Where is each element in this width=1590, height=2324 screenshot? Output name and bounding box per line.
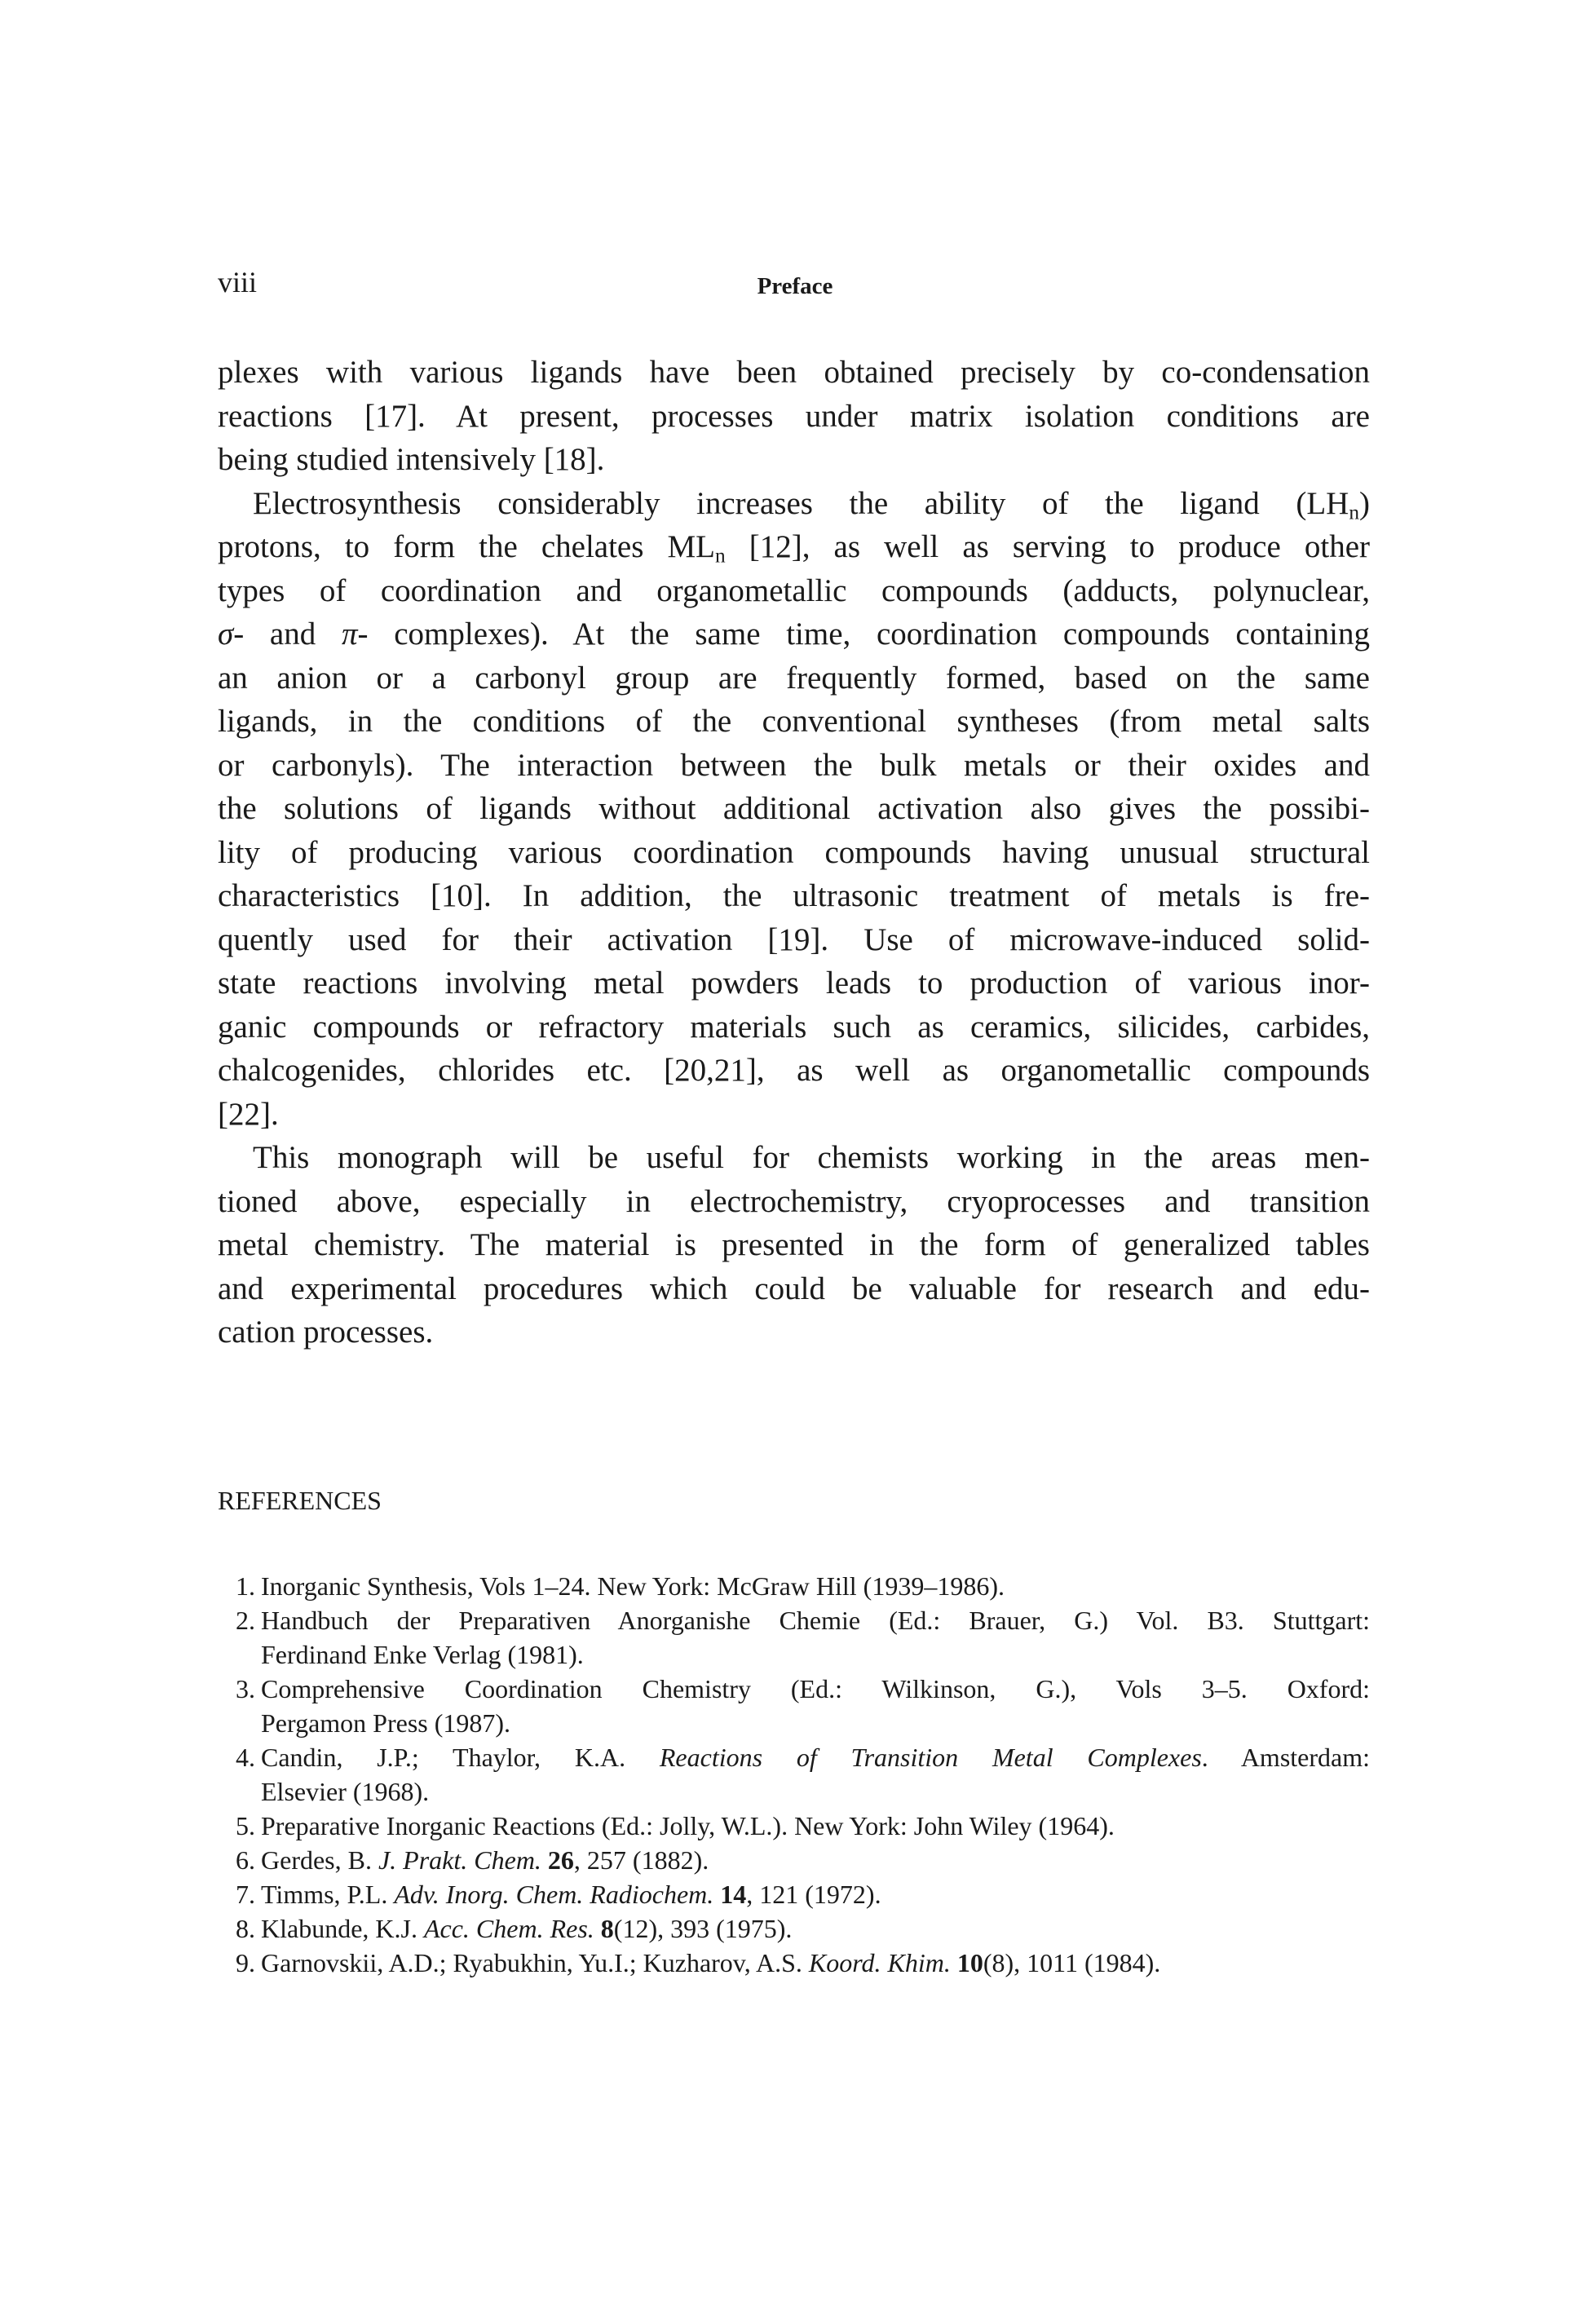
text-run: Candin, J.P.; Thaylor, K.A. — [261, 1743, 660, 1772]
italic-text: σ — [218, 616, 234, 652]
text-run: Electrosynthesis considerably increases the ability of the ligand (LH — [253, 485, 1349, 521]
text-run: Gerdes, B. — [261, 1845, 378, 1875]
italic-text: Koord. Khim. — [808, 1948, 951, 1977]
text-run: Handbuch der Preparativen Anorganishe Chemie (Ed.: Brauer, G.) Vol. B3. Stuttgart: — [261, 1606, 1370, 1635]
text-run: metal chemistry. The material is presented in the form of generalized tables — [218, 1227, 1370, 1262]
text-run — [594, 1914, 601, 1943]
reference-number: 4. — [236, 1743, 255, 1772]
reference-number: 2. — [236, 1606, 255, 1635]
text-line — [218, 351, 1370, 395]
text-run: This monograph will be useful for chemists working in the areas men- — [253, 1140, 1370, 1175]
reference-text — [261, 1809, 1370, 1843]
reference-item — [218, 1569, 1370, 1603]
running-header: Preface — [757, 273, 833, 299]
text-run: Garnovskii, A.D.; Ryabukhin, Yu.I.; Kuzharov, A.S. — [261, 1948, 809, 1977]
reference-number: 8. — [236, 1914, 255, 1943]
reference-item — [218, 1911, 1370, 1946]
text-run: and experimental procedures which could be valuable for research and edu- — [218, 1270, 1370, 1306]
text-line — [218, 744, 1370, 788]
text-run: cation processes. — [218, 1314, 434, 1350]
text-run: state reactions involving metal powders leads to production of various inor- — [218, 965, 1370, 1001]
subscript: n — [1349, 500, 1359, 524]
text-run: or carbonyls). The interaction between the bulk metals or their oxides and — [218, 747, 1370, 783]
text-line — [261, 1809, 1370, 1843]
bold-text: 8 — [600, 1914, 614, 1943]
text-run: Ferdinand Enke Verlag (1981). — [261, 1640, 584, 1669]
text-run: characteristics [10]. In addition, the ultrasonic treatment of metals is fre- — [218, 878, 1370, 913]
text-run: Pergamon Press (1987). — [261, 1708, 511, 1738]
text-line — [261, 1740, 1370, 1774]
text-line — [218, 1267, 1370, 1311]
reference-text — [261, 1877, 1370, 1911]
text-line — [218, 612, 1370, 656]
reference-item — [218, 1740, 1370, 1809]
text-line — [218, 569, 1370, 613]
reference-text — [261, 1603, 1370, 1672]
reference-number: 1. — [236, 1571, 255, 1601]
page-number: viii — [218, 266, 258, 298]
text-run: Timms, P.L. — [261, 1880, 395, 1909]
text-run: ganic compounds or refractory materials such as ceramics, silicides, carbides, — [218, 1009, 1370, 1045]
reference-text — [261, 1740, 1370, 1809]
text-run: (8), 1011 (1984). — [983, 1948, 1161, 1977]
text-run: plexes with various ligands have been obtained precisely by co-condensation — [218, 355, 1370, 390]
reference-text — [261, 1569, 1370, 1603]
text-line — [261, 1569, 1370, 1603]
text-run: - complexes). At the same time, coordination compounds containing — [357, 616, 1370, 652]
text-line — [261, 1706, 1370, 1740]
text-line — [218, 1005, 1370, 1049]
bold-text: 10 — [956, 1948, 983, 1977]
text-line — [218, 482, 1370, 526]
text-line — [218, 787, 1370, 831]
reference-number: 3. — [236, 1674, 255, 1703]
text-run: . Amsterdam: — [1201, 1743, 1371, 1772]
reference-item — [218, 1603, 1370, 1672]
text-run: Comprehensive Coordination Chemistry (Ed.: Wilkinson, G.), Vols 3–5. Oxford: — [261, 1674, 1370, 1703]
reference-item — [218, 1843, 1370, 1877]
italic-text: Adv. Inorg. Chem. Radiochem. — [394, 1880, 714, 1909]
text-line — [218, 1310, 1370, 1354]
text-run: - and — [233, 616, 342, 652]
italic-text: Reactions of Transition Metal Complexes — [659, 1743, 1202, 1772]
text-run: chalcogenides, chlorides etc. [20,21], as well as organometallic compounds — [218, 1053, 1370, 1088]
text-line — [218, 1136, 1370, 1180]
text-line — [261, 1911, 1370, 1946]
text-run: ligands, in the conditions of the conventional syntheses (from metal salts — [218, 704, 1370, 739]
text-line — [261, 1843, 1370, 1877]
reference-text — [261, 1911, 1370, 1946]
italic-text: Acc. Chem. Res. — [423, 1914, 594, 1943]
text-line — [218, 874, 1370, 918]
text-line — [218, 1049, 1370, 1093]
paragraph — [218, 1136, 1370, 1354]
text-run: tioned above, especially in electrochemistry, cryoprocesses and transition — [218, 1183, 1370, 1219]
paragraph — [218, 482, 1370, 1137]
text-run: quently used for their activation [19]. Use of microwave-induced solid- — [218, 921, 1370, 957]
bold-text: 14 — [720, 1880, 747, 1909]
text-line — [261, 1774, 1370, 1809]
text-line — [218, 700, 1370, 744]
references-heading: REFERENCES — [218, 1486, 382, 1515]
text-line — [261, 1672, 1370, 1706]
text-run: ) — [1359, 485, 1370, 521]
text-run — [541, 1845, 548, 1875]
text-line — [218, 1223, 1370, 1267]
text-run: , 257 (1882). — [573, 1845, 709, 1875]
text-line — [218, 395, 1370, 439]
text-run: types of coordination and organometallic compounds (adducts, polynuclear, — [218, 572, 1370, 608]
text-line — [261, 1637, 1370, 1672]
text-line — [218, 1180, 1370, 1224]
text-run: being studied intensively [18]. — [218, 442, 605, 477]
reference-number: 9. — [236, 1948, 255, 1977]
text-run — [951, 1948, 957, 1977]
text-run: the solutions of ligands without additional activation also gives the possibi- — [218, 791, 1370, 826]
body-text — [218, 351, 1370, 1354]
reference-number: 6. — [236, 1845, 255, 1875]
text-line — [218, 918, 1370, 962]
text-run: , 121 (1972). — [746, 1880, 881, 1909]
reference-number: 5. — [236, 1811, 255, 1840]
reference-text — [261, 1672, 1370, 1740]
text-run: Inorganic Synthesis, Vols 1–24. New York: McGraw Hill (1939–1986). — [261, 1571, 1005, 1601]
italic-text: π — [341, 616, 358, 652]
text-run: reactions [17]. At present, processes under matrix isolation conditions are — [218, 398, 1370, 434]
text-run: lity of producing various coordination compounds having unusual structural — [218, 834, 1370, 870]
text-line — [218, 831, 1370, 875]
text-line — [218, 656, 1370, 700]
reference-text — [261, 1946, 1370, 1980]
text-run: [12], as well as serving to produce other — [725, 529, 1370, 564]
text-run: Preparative Inorganic Reactions (Ed.: Jolly, W.L.). New York: John Wiley (1964). — [261, 1811, 1115, 1840]
text-line — [261, 1877, 1370, 1911]
reference-item — [218, 1946, 1370, 1980]
text-line — [261, 1603, 1370, 1637]
reference-item — [218, 1672, 1370, 1740]
text-line — [218, 1093, 1370, 1137]
text-run: Elsevier (1968). — [261, 1777, 430, 1806]
text-run: an anion or a carbonyl group are frequently formed, based on the same — [218, 660, 1370, 696]
text-run: [22]. — [218, 1096, 279, 1132]
text-line — [261, 1946, 1370, 1980]
text-run: protons, to form the chelates ML — [218, 529, 715, 564]
text-run: (12), 393 (1975). — [613, 1914, 793, 1943]
text-line — [218, 961, 1370, 1005]
reference-item — [218, 1877, 1370, 1911]
italic-text: J. Prakt. Chem. — [378, 1845, 541, 1875]
paragraph — [218, 351, 1370, 482]
text-run: Klabunde, K.J. — [261, 1914, 424, 1943]
subscript: n — [715, 544, 726, 568]
reference-text — [261, 1843, 1370, 1877]
text-line — [218, 525, 1370, 569]
reference-list — [218, 1569, 1370, 1980]
bold-text: 26 — [547, 1845, 574, 1875]
text-line — [218, 438, 1370, 482]
reference-item — [218, 1809, 1370, 1843]
reference-number: 7. — [236, 1880, 255, 1909]
